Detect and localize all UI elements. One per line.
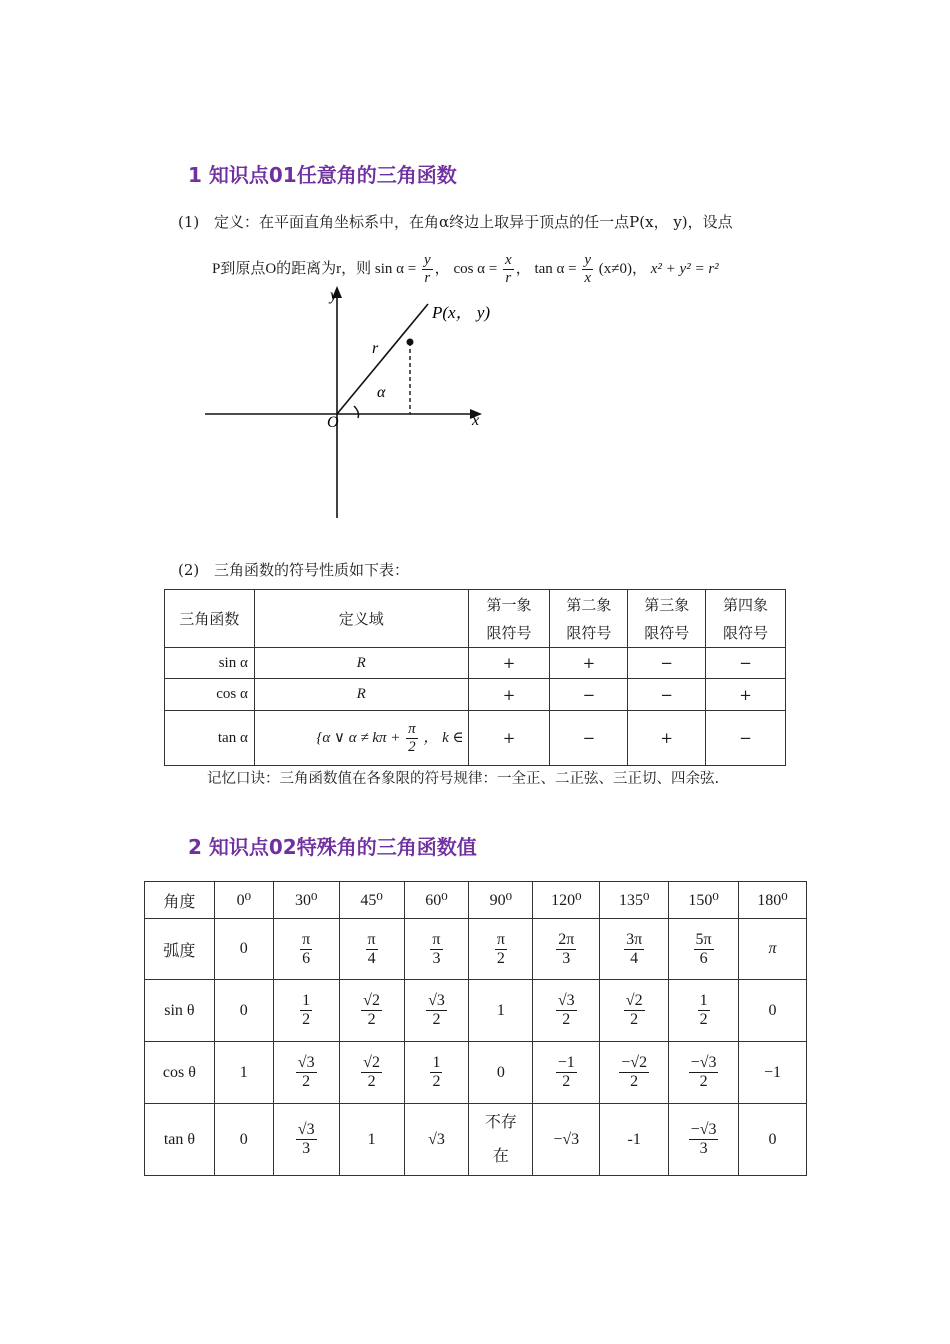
sign-cell: − xyxy=(706,648,786,679)
row-label: cos θ xyxy=(145,1042,215,1104)
row-label: 角度 xyxy=(145,882,215,919)
value-cell: $\frac{2\pi}{3}$ xyxy=(533,919,600,980)
value-cell: 1 xyxy=(469,980,533,1042)
angle-cell: 120⁰ xyxy=(533,882,600,919)
item1-label: (1) xyxy=(178,213,200,231)
value-cell: 1 xyxy=(214,1042,273,1104)
value-cell: 1 xyxy=(339,1104,404,1176)
value-cell: $\frac{√3}{2}$ xyxy=(273,1042,339,1104)
sign-cell: + xyxy=(468,679,550,711)
section2-heading: 2 知识点02特殊角的三角函数值 xyxy=(188,835,477,859)
sign-cell: + xyxy=(468,711,550,766)
cos-definition: cos α = xyxy=(453,260,498,277)
table-row xyxy=(165,679,786,711)
value-cell: 不存在 xyxy=(469,1104,533,1176)
value-cell: $\frac{-√3}{3}$ xyxy=(669,1104,739,1176)
sign-cell: + xyxy=(706,679,786,711)
fn-cell: cos α xyxy=(165,679,255,711)
sign-cell: − xyxy=(550,679,628,711)
header-q3: 第三象 限符号 xyxy=(628,590,706,648)
sign-cell: − xyxy=(706,711,786,766)
axis-x-label: x xyxy=(472,412,480,429)
sin-row xyxy=(145,980,807,1042)
fn-cell: sin α xyxy=(165,648,255,679)
value-cell: $\frac{\pi}{6}$ xyxy=(273,919,339,980)
frac-y-over-r: $\frac{y}{r}$ xyxy=(424,252,431,286)
value-cell: -1 xyxy=(600,1104,669,1176)
value-cell: 0 xyxy=(739,1104,807,1176)
header-domain: 定义域 xyxy=(254,590,468,648)
value-cell: −1 xyxy=(739,1042,807,1104)
fn-cell: tan α xyxy=(165,711,255,766)
table-row xyxy=(165,711,786,766)
angle-label: α xyxy=(377,384,386,401)
angle-cell: 180⁰ xyxy=(739,882,807,919)
domain-cell: R xyxy=(254,679,468,711)
tan-condition: (x≠0)， xyxy=(598,260,648,277)
special-angles-table xyxy=(144,881,807,1176)
definition-line1 xyxy=(178,211,733,233)
value-cell: $\frac{5\pi}{6}$ xyxy=(669,919,739,980)
value-cell: $\frac{1}{2}$ xyxy=(669,980,739,1042)
row-label: sin θ xyxy=(145,980,215,1042)
unit-angle-diagram xyxy=(200,282,520,522)
sign-cell: + xyxy=(628,711,706,766)
value-cell: $\frac{√3}{2}$ xyxy=(533,980,600,1042)
value-cell: 0 xyxy=(214,919,273,980)
value-cell: $\frac{-√2}{2}$ xyxy=(600,1042,669,1104)
item2-label: (2) xyxy=(178,561,200,579)
value-cell: $\frac{-1}{2}$ xyxy=(533,1042,600,1104)
angle-cell: 30⁰ xyxy=(273,882,339,919)
value-cell: $\frac{\pi}{2}$ xyxy=(469,919,533,980)
definition-text: 定义：在平面直角坐标系中，在角α终边上取异于顶点的任一点P(x， y)，设点 xyxy=(214,213,733,231)
mnemonic: 记忆口诀：三角函数值在各象限的符号规律：一全正、二正弦、三正切、四余弦. xyxy=(207,771,720,787)
angle-cell: 60⁰ xyxy=(404,882,469,919)
value-cell: −√3 xyxy=(533,1104,600,1176)
value-cell: $\frac{√2}{2}$ xyxy=(339,1042,404,1104)
value-cell: 0 xyxy=(214,980,273,1042)
angle-cell: 0⁰ xyxy=(214,882,273,919)
sign-table xyxy=(164,589,786,766)
angle-cell: 90⁰ xyxy=(469,882,533,919)
origin-label: O xyxy=(327,414,339,431)
value-cell: $\frac{1}{2}$ xyxy=(273,980,339,1042)
value-cell: $\frac{√2}{2}$ xyxy=(339,980,404,1042)
table-row xyxy=(165,648,786,679)
frac-y-over-x: $\frac{y}{x}$ xyxy=(584,252,592,286)
value-cell: $\frac{√3}{3}$ xyxy=(273,1104,339,1176)
value-cell: $\frac{\pi}{4}$ xyxy=(339,919,404,980)
item2-line xyxy=(178,559,409,581)
angle-arc xyxy=(354,406,359,418)
sin-definition: sin α = xyxy=(374,260,417,277)
value-cell: $\frac{3\pi}{4}$ xyxy=(600,919,669,980)
row-label: tan θ xyxy=(145,1104,215,1176)
domain-cell: R xyxy=(254,648,468,679)
section1-heading: 1 知识点01任意角的三角函数 xyxy=(188,163,457,187)
sign-cell: + xyxy=(468,648,550,679)
value-cell: $\frac{√2}{2}$ xyxy=(600,980,669,1042)
sign-cell: − xyxy=(628,648,706,679)
sign-cell: + xyxy=(550,648,628,679)
header-q2: 第二象 限符号 xyxy=(550,590,628,648)
header-q1: 第一象 限符号 xyxy=(468,590,550,648)
definition-prefix: P到原点O的距离为r，则 xyxy=(212,260,372,277)
header-fn: 三角函数 xyxy=(165,590,255,648)
frac-x-over-r: $\frac{x}{r}$ xyxy=(505,252,512,286)
definition-line2: P到原点O的距离为r，则 sin α = $\frac{y}{r}$ ， cos α = $\frac{x}{r}$ ， tan α = $\frac{y}{x}$ (x≠0)， x² + y² = r² xyxy=(212,252,719,286)
value-cell: $\frac{1}{2}$ xyxy=(404,1042,469,1104)
value-cell: 0 xyxy=(469,1042,533,1104)
header-q4: 第四象 限符号 xyxy=(706,590,786,648)
value-cell: √3 xyxy=(404,1104,469,1176)
cos-row xyxy=(145,1042,807,1104)
angle-cell: 45⁰ xyxy=(339,882,404,919)
domain-cell: {α ∨ α ≠ kπ + $\frac{\pi}{2}$ ， k ∈ xyxy=(254,711,468,766)
value-cell: π xyxy=(739,919,807,980)
angle-cell: 135⁰ xyxy=(600,882,669,919)
value-cell: $\frac{√3}{2}$ xyxy=(404,980,469,1042)
radius-label: r xyxy=(372,340,379,357)
point-p xyxy=(407,339,414,346)
radians-row xyxy=(145,919,807,980)
value-cell: 0 xyxy=(214,1104,273,1176)
item2-text: 三角函数的符号性质如下表： xyxy=(214,561,410,579)
angles-row xyxy=(145,882,807,919)
value-cell: 0 xyxy=(739,980,807,1042)
value-cell: $\frac{\pi}{3}$ xyxy=(404,919,469,980)
pythagorean-identity: x² + y² = r² xyxy=(650,260,719,277)
row-label: 弧度 xyxy=(145,919,215,980)
sign-cell: − xyxy=(628,679,706,711)
angle-cell: 150⁰ xyxy=(669,882,739,919)
tan-row xyxy=(145,1104,807,1176)
axis-y-label: y xyxy=(330,287,338,304)
sign-cell: − xyxy=(550,711,628,766)
value-cell: $\frac{-√3}{2}$ xyxy=(669,1042,739,1104)
sign-table-header xyxy=(165,590,786,648)
tan-definition: tan α = xyxy=(534,260,577,277)
point-label: P(x， y) xyxy=(432,303,491,322)
